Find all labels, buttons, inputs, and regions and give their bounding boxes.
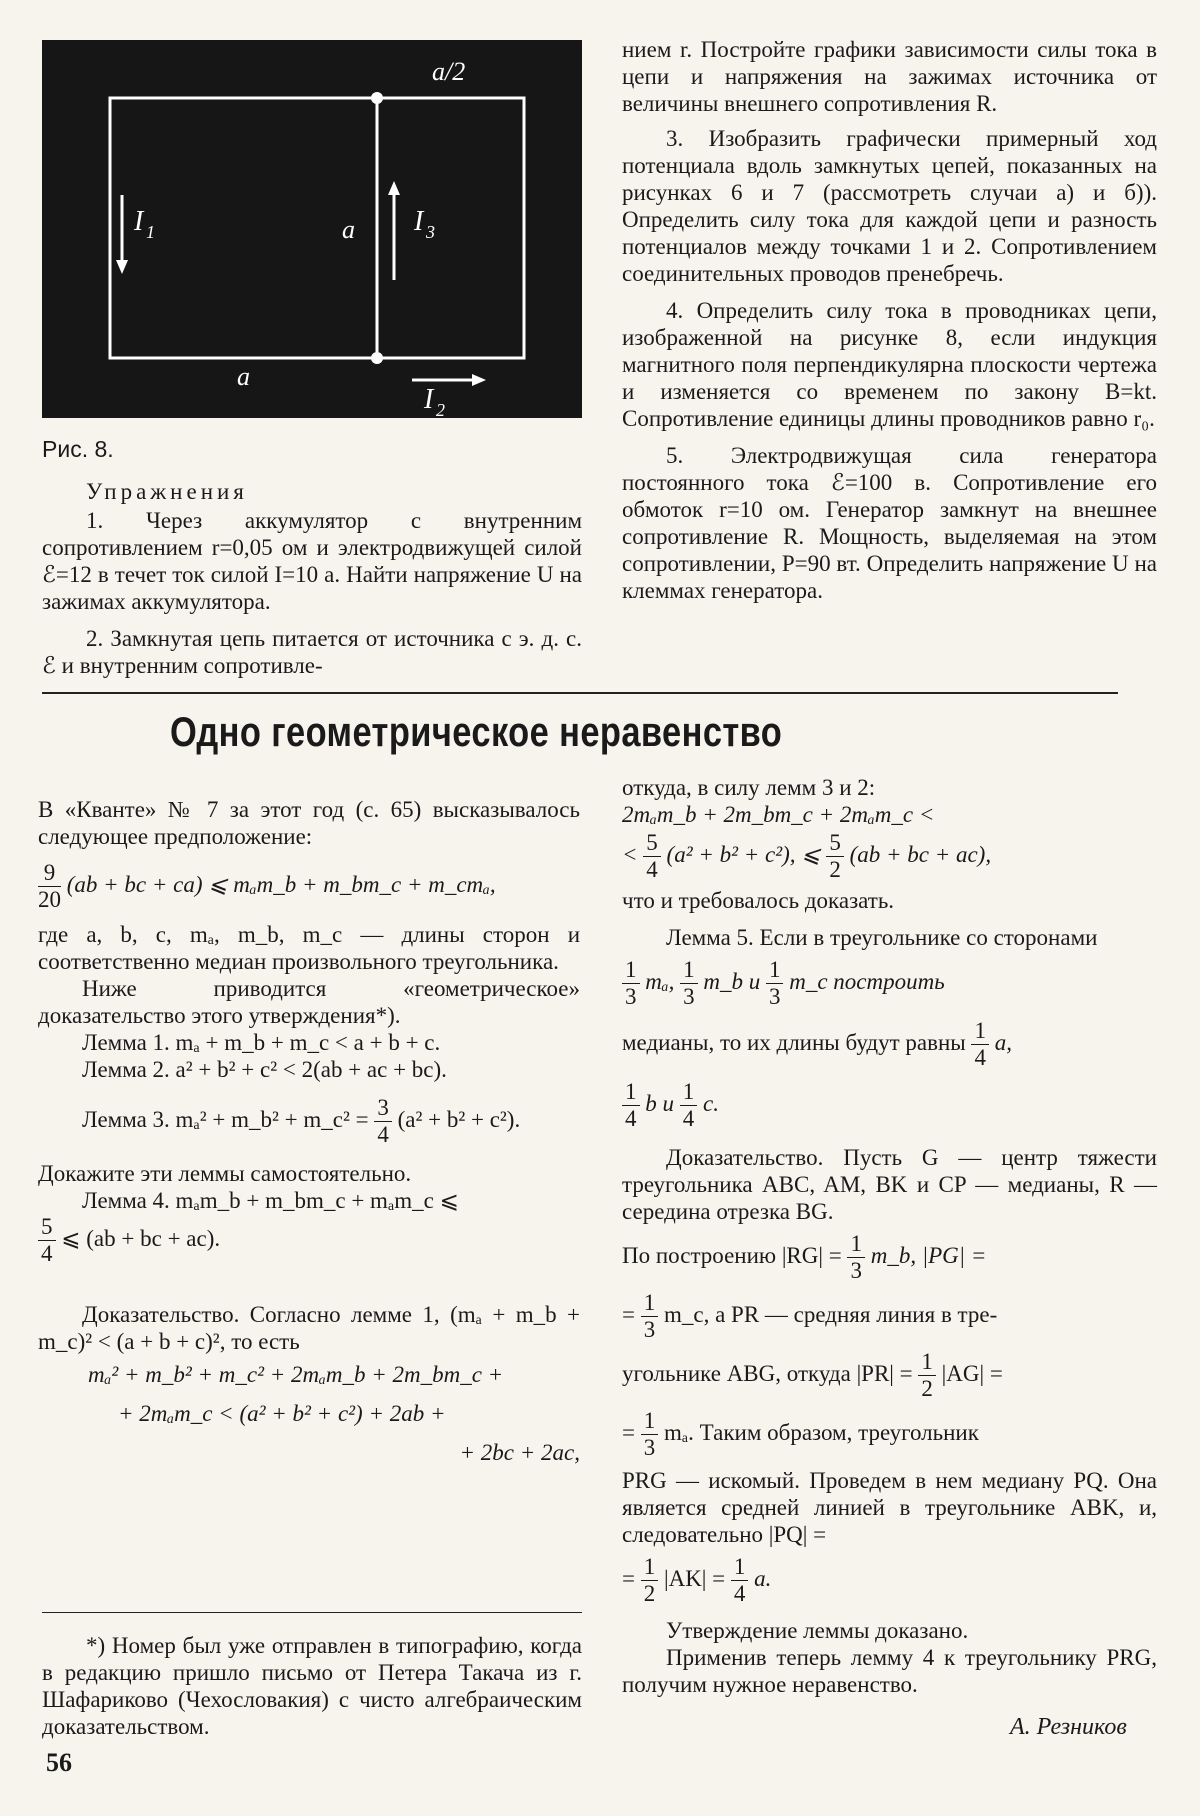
section-divider: [42, 692, 1118, 694]
proof-5-4a: угольнике ABG, откуда |PR| =: [622, 1360, 913, 1386]
label-a-half: a/2: [432, 57, 466, 86]
final-text: Применив теперь лемму 4 к треугольнику PRG, получим нужное неравенство.: [622, 1645, 1157, 1697]
proof-5-3a: =: [622, 1301, 635, 1327]
footnote-text: *) Номер был уже отправлен в типографию, когда в редакцию пришло письмо от Петера Такача из г. Шафариково (Чехословакия) с чисто алгебраическим доказательством.: [42, 1633, 582, 1739]
exercises-left-column: [42, 478, 582, 679]
lemma-5: Лемма 5. Если в треугольнике со сторонами: [666, 925, 1098, 950]
lemma-5-mc: m_c построить: [789, 968, 945, 994]
proof-line-1: mₐ² + m_b² + m_c² + 2mₐm_b + 2m_bm_c +: [88, 1362, 504, 1387]
proof-5-frac-4: $\frac{1}{3}$: [641, 1408, 659, 1461]
exercises-heading: Упражнения: [86, 479, 248, 504]
exercise-1: 1. Через аккумулятор с внутренним сопротивлением r=0,05 ом и электродвижущей силой ℰ=12 в течет ток силой I=10 а. Найти напряжение U на зажимах аккумулятора.: [42, 508, 582, 614]
circuit-figure: [42, 40, 582, 418]
intro-text: В «Кванте» № 7 за этот год (с. 65) высказывалось следующее предположение:: [38, 797, 580, 849]
label-I1-sub: 1: [146, 222, 155, 242]
lemma-5-frac-1: $\frac{1}{3}$: [622, 957, 640, 1010]
lemma-5-medians-text: медианы, то их длины будут равны: [622, 1029, 966, 1055]
label-a-bottom: a: [237, 362, 250, 391]
proof-5-frac-5: $\frac{1}{2}$: [641, 1554, 659, 1607]
lemma-5-b: b и: [645, 1090, 674, 1116]
prove-yourself: Докажите эти леммы самостоятельно.: [38, 1161, 412, 1186]
lemma-3-fraction: $\frac{3}{4}$: [374, 1095, 392, 1148]
exercise-2-end: нием r. Постройте графики зависимости силы тока в цепи и напряжения на зажимах источника от величины внешнего сопротивления R.: [622, 37, 1157, 116]
arrow-I1-head: [116, 260, 128, 274]
lemma-4-start: Лемма 4. mₐm_b + m_bm_c + mₐm_c ⩽: [82, 1188, 459, 1213]
figure-caption: Рис. 8.: [42, 436, 114, 462]
lemma-3-start: Лемма 3. mₐ² + m_b² + m_c² =: [82, 1106, 369, 1132]
author-signature: А. Резников: [1010, 1714, 1127, 1740]
lemma-4-fraction: $\frac{5}{4}$: [38, 1214, 56, 1267]
proof-5-line-7: [622, 1554, 1157, 1607]
lemma-5-frac-2: $\frac{1}{3}$: [680, 957, 698, 1010]
lemma-5-frac-6: $\frac{1}{4}$: [680, 1079, 698, 1132]
proof-5-part-6: PRG — искомый. Проведем в нем медиану PQ. Она является средней линией в треугольнике ABK, и, следовательно |PQ| =: [622, 1468, 1157, 1547]
below-text: Ниже приводится «геометрическое» доказательство этого утверждения*).: [38, 976, 580, 1028]
footnote: [42, 1632, 582, 1740]
proof-line-2: + 2mₐm_c < (a² + b² + c²) + 2ab +: [118, 1401, 446, 1426]
qed-text: что и требовалось доказать.: [622, 888, 895, 913]
label-I3-sub: 3: [426, 222, 435, 242]
footnote-divider: [42, 1612, 582, 1613]
where-text: где a, b, c, mₐ, m_b, m_c — длины сторон и соответственно медиан произвольного треугольника.: [38, 922, 580, 974]
proof-5-line-4: [622, 1349, 1157, 1402]
proof-line-3: + 2bc + 2ac,: [459, 1440, 580, 1465]
label-I1: I: [134, 206, 144, 237]
exercise-3: 3. Изобразить графически примерный ход потенциала вдоль замкнутых цепей, показанных на рисунках 6 и 7 (рассмотреть случаи а) и б)). Определить силу тока для каждой цепи и разность потенциалов между точками 1 и 2. Сопротивлением соединительных проводов пренебречь.: [622, 126, 1157, 286]
exercise-2-start: 2. Замкнутая цепь питается от источника с э. д. с. ℰ и внутренним сопротивле-: [42, 626, 582, 678]
lemma-4-end-line: [38, 1214, 580, 1267]
whence-fraction-2: $\frac{5}{2}$: [826, 830, 844, 883]
proof-5-frac-2: $\frac{1}{3}$: [641, 1290, 659, 1343]
main-inequality: [38, 860, 580, 913]
article-right-column: [622, 774, 1157, 1698]
whence-line-2-end: (ab + bc + ac),: [849, 841, 992, 867]
proof-5-7a: =: [622, 1565, 635, 1591]
lemma-1: Лемма 1. mₐ + m_b + m_c < a + b + c.: [82, 1030, 441, 1055]
article-left-column: [38, 796, 580, 1466]
ineq-rest: (ab + bc + ca) ⩽ mₐm_b + m_bm_c + m_cmₐ,: [66, 871, 496, 897]
lemma-5-medians: [622, 1018, 1157, 1071]
proof-5-line-2: [622, 1231, 1157, 1284]
lemma-5-a: a,: [994, 1029, 1012, 1055]
lemma-5-frac-5: $\frac{1}{4}$: [622, 1079, 640, 1132]
label-I2: I: [424, 384, 434, 415]
article-title: Одно геометрическое неравенство: [170, 708, 783, 755]
proof-5-2a: По построению |RG| =: [622, 1242, 842, 1268]
proof-5-3b: m_c, а PR — средняя линия в тре-: [663, 1301, 998, 1327]
lemma-5-fractions: [622, 957, 1157, 1010]
arrow-I3-head: [388, 181, 400, 195]
node-top: [371, 92, 383, 104]
lemma-5-ma: mₐ,: [645, 968, 675, 994]
lemma-5-medians-2: [622, 1079, 1157, 1132]
node-bottom: [371, 352, 383, 364]
proof-5-7c: a.: [754, 1565, 772, 1591]
label-a-middle: a: [342, 215, 355, 244]
proof-5-part-1: Доказательство. Пусть G — центр тяжести треугольника ABC, AM, BK и CP — медианы, R — середина отрезка BG.: [622, 1145, 1157, 1224]
lemma-3: [38, 1095, 580, 1148]
proof-5-line-3: [622, 1290, 1157, 1343]
lemma-3-end: (a² + b² + c²).: [397, 1106, 521, 1132]
lemma-5-frac-4: $\frac{1}{4}$: [971, 1018, 989, 1071]
exercises-right-column: [622, 36, 1157, 604]
whence-line-2: < $\frac{5}{4}$ (a² + b² + c²), ⩽ $\frac{5}{2}$ (ab + bc + ac),: [622, 830, 992, 882]
proof-5-frac-6: $\frac{1}{4}$: [731, 1554, 749, 1607]
proof-5-line-5: [622, 1408, 1157, 1461]
lemma-5-c: c.: [703, 1090, 719, 1116]
whence-line-2-mid: (a² + b² + c²), ⩽: [666, 841, 821, 867]
exercise-5: 5. Электродвижущая сила генератора постоянного тока ℰ=100 в. Сопротивление его обмоток r=10 ом. Генератор замкнут на внешнее сопротивление R. Мощность, выделяемая на этом сопротивлении, P=90 вт. Определить напряжение U на клеммах генератора.: [622, 443, 1157, 603]
approved-text: Утверждение леммы доказано.: [666, 1618, 969, 1643]
whence-line-1: 2mₐm_b + 2m_bm_c + 2mₐm_c <: [622, 802, 935, 827]
lemma-2: Лемма 2. a² + b² + c² < 2(ab + ac + bc).: [82, 1057, 447, 1082]
arrow-I2-head: [472, 374, 486, 386]
outer-loop: [110, 98, 524, 358]
whence-text: откуда, в силу лемм 3 и 2:: [622, 775, 876, 800]
lemma-5-frac-3: $\frac{1}{3}$: [766, 957, 784, 1010]
lemma-5-mb: m_b и: [703, 968, 761, 994]
proof-5-5a: =: [622, 1419, 635, 1445]
proof-intro: Доказательство. Согласно лемме 1, (mₐ + m_b + m_c)² < (a + b + c)², то есть: [38, 1302, 580, 1354]
page-number: 56: [46, 1748, 72, 1777]
exercise-4: 4. Определить силу тока в проводниках цепи, изображенной на рисунке 8, если индукция магнитного поля перпендикулярна плоскости чертежа и изменяется со временем по закону B=kt. Сопротивление единицы длины проводников равно r₀.: [622, 298, 1157, 431]
circuit-diagram: [42, 40, 582, 418]
ineq-fraction: $\frac{9}{20}$: [38, 860, 61, 912]
whence-fraction-1: $\frac{5}{4}$: [643, 830, 661, 883]
label-I3: I: [414, 206, 424, 237]
proof-5-5b: mₐ. Таким образом, треугольник: [663, 1419, 979, 1445]
proof-5-frac-3: $\frac{1}{2}$: [918, 1349, 936, 1402]
proof-5-frac-1: $\frac{1}{3}$: [847, 1231, 865, 1284]
lemma-4-end: ⩽ (ab + bc + ac).: [61, 1225, 221, 1251]
proof-5-7b: |AK| =: [663, 1565, 726, 1591]
proof-5-4b: |AG| =: [941, 1360, 1003, 1386]
label-I2-sub: 2: [436, 400, 445, 418]
proof-5-2b: m_b, |PG| =: [870, 1242, 987, 1268]
